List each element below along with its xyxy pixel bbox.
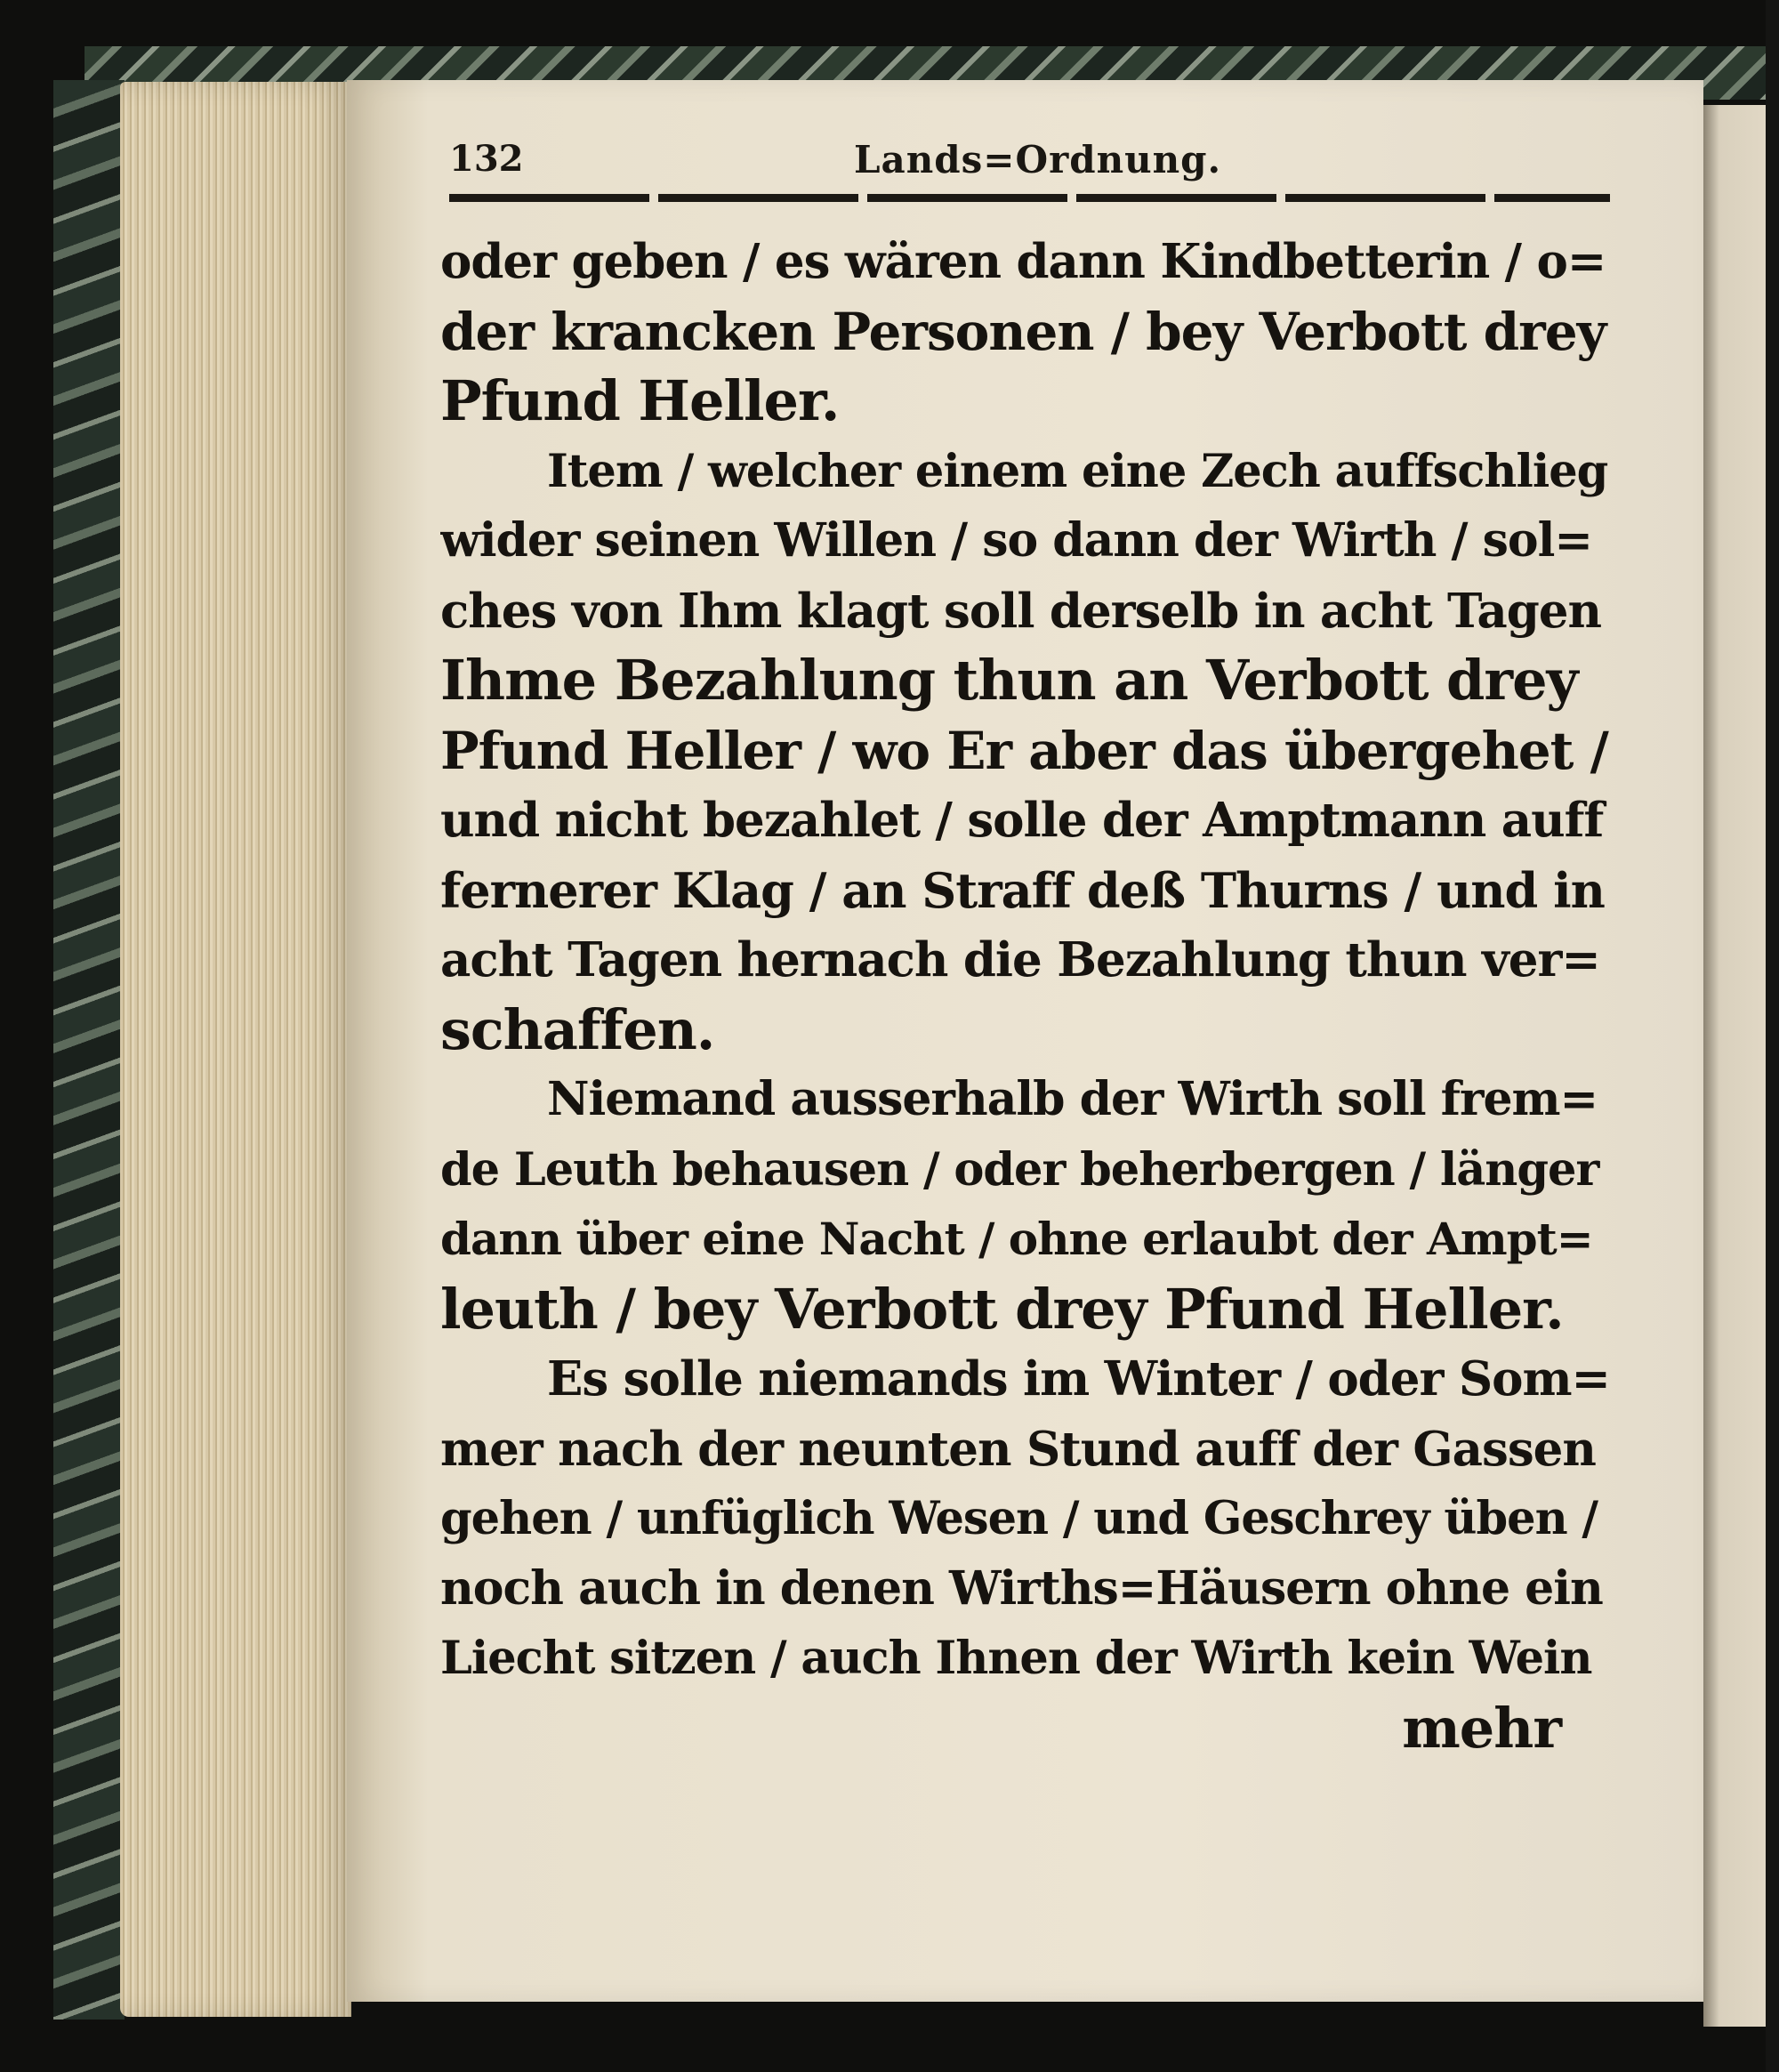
text-line: gehen / unfüglich Wesen / und Geschrey üben /: [440, 1492, 1598, 1545]
background-edge: [1766, 0, 1779, 2072]
text-line: leuth / bey Verbott drey Pfund Heller.: [440, 1276, 1564, 1342]
text-line: und nicht bezahlet / solle der Amptmann auff: [440, 793, 1604, 848]
text-line: wider seinen Willen / so dann der Wirth / sol=: [440, 513, 1592, 568]
catchword: mehr: [1402, 1695, 1561, 1761]
text-line: Liecht sitzen / auch Ihnen der Wirth kein Wein: [440, 1632, 1592, 1685]
text-line: acht Tagen hernach die Bezahlung thun ver=: [440, 932, 1600, 988]
text-line: Pfund Heller.: [440, 368, 840, 433]
text-line: de Leuth behausen / oder beherbergen / länger: [440, 1142, 1599, 1197]
text-line: Ihme Bezahlung thun an Verbott drey: [440, 648, 1578, 713]
text-line: noch auch in denen Wirths=Häusern ohne ein: [440, 1560, 1603, 1616]
text-line: Pfund Heller / wo Er aber das übergehet /: [440, 720, 1608, 781]
text-line: fernerer Klag / an Straff deß Thurns / und in: [440, 861, 1605, 919]
page-edges: [120, 82, 351, 2017]
page-number: 132: [449, 138, 524, 180]
text-line: Es solle niemands im Winter / oder Som=: [547, 1351, 1610, 1407]
text-line: mer nach der neunten Stund auff der Gassen: [440, 1421, 1596, 1477]
page-body: [440, 227, 1614, 1763]
text-line: Niemand ausserhalb der Wirth soll frem=: [547, 1072, 1598, 1126]
page-header: [449, 138, 1606, 187]
header-rule: [449, 194, 1610, 202]
text-line: dann über eine Nacht / ohne erlaubt der Ampt=: [440, 1213, 1593, 1265]
text-line: schaffen.: [440, 996, 715, 1062]
text-line: oder geben / es wären dann Kindbetterin / o=: [440, 234, 1606, 289]
text-line: Item / welcher einem eine Zech auffschlieg: [547, 444, 1608, 498]
marbled-cover-left: [53, 80, 125, 2020]
text-line: ches von Ihm klagt soll derselb in acht Tagen: [440, 583, 1602, 639]
text-line: der krancken Personen / bey Verbott drey: [440, 301, 1606, 362]
running-head: Lands=Ordnung.: [854, 138, 1222, 181]
